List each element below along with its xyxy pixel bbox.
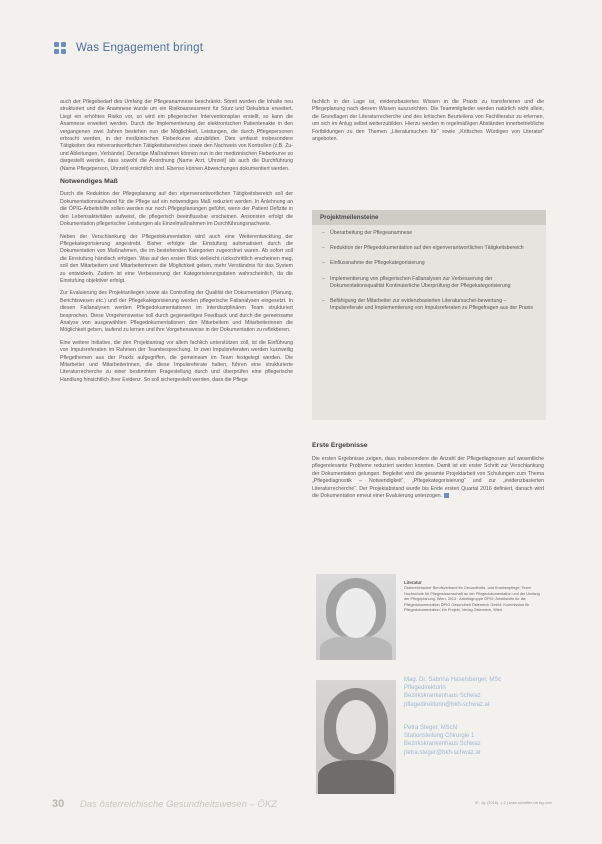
section-dots-icon	[54, 42, 66, 54]
milestones-box	[312, 210, 546, 420]
literature-box	[404, 580, 546, 613]
section-title: Was Engagement bringt	[76, 42, 204, 54]
left-column	[60, 99, 293, 389]
author-name: Mag. Dr. Sabrina Haselsberger, MSc	[404, 677, 502, 683]
page-number: 30	[52, 798, 65, 810]
author-info-2	[404, 724, 546, 757]
paragraph: Durch die Reduktion der Pflegeplanung auf den eigenverantwortlichen Tätigkeitsbereich soll der Dokumentationsaufwand für die Pflege auf ein notwendiges Maß reduziert werden. In Anlehnung an die ÖPIG-Arbeitshilfe sollen werden nur noch Pflegeplanungen geführt, wenn der Patient Defizite in den Lebensaktivitäten aufweist, die pflegerisch beeinflussbar erscheinen. Ansonsten erfolgt die Dokumentation pflegerischer Leistungen als Einzelmaßnahmen im Durchführungsnachweis.	[60, 191, 293, 228]
list-item: – Implementierung von pflegerischen Fallanalysen zur Verbesserung der Dokumentationsqualität Kontinuierliche Überprüfung der Pflegekategorisierung	[322, 276, 538, 290]
author-photo-1	[316, 574, 396, 660]
subheading: Notwendiges Maß	[60, 178, 118, 186]
author-name: Petra Steger, MScN	[404, 725, 458, 731]
right-column	[312, 99, 544, 148]
literature-text: Österreichischer Berufsverband für Gesundheits- und Krankenpflege; Team Hochschule für Pflegewissenschaft an der Pflegedokumentation und der Umfang der Pflegeplanung. Wien, 2013 · Arbeitsgruppe ÖPIG; Arbeitshilfe für die Pflegedokumentation ÖPIG Gesundheit Österreich GmbH; Kommission für Pflegedokumentation, ein Projekt, Verlag Österreich, Wien	[404, 586, 540, 613]
results-text: Die ersten Ergebnisse zeigen, dass insbesondere die Anzahl der Pflegediagnosen auf wesentliche pflegerelevante Probleme reduziert werden konnten. Damit ist ein erster Schritt zur Verschlankung der Dokumentation gelungen. Begleitet wird die gesamte Projektarbeit von Schulungen zum Thema „Pflegediagnostik – Notwendigkeit“, „Pflegekategorisierung“ und zur „evidenzbasierten Literaturrecherche“. Der Projektabstand wurde bis Ende ersten Quartal 2016 definiert, danach wird die Dokumentation erneut einer Evaluierung unterzogen.	[312, 456, 544, 500]
milestones-list	[312, 225, 546, 324]
paragraph: fachlich in der Lage ist, evidenzbasiertes Wissen in die Praxis zu transferieren und die Pflegeplanung nach diesem Wissen auszurichten. Die Teammitglieder werden natürlich nicht allein, die Grundlagen der Literaturrecherche und des kritischen Beurteilens von Fachliteratur zu erlernen, um sich im Anlug selbst weiterzubilden. Hierzu werden in regelmäßigen Abständen innerbetriebliche Fortbildungen zu den Themen „Literatursuchen für“ sowie „Kritisches Würdigen von Literatur“ angeboten.	[312, 99, 544, 143]
author-info-1	[404, 676, 546, 709]
paragraph: auch der Pflegebedarf des Umfang der Pflegeanamnese beschränkt. Somit wurden die Inhalte neu strukturiert und die Anamnese wurde um ein Risikoassessment für Sturz und Dekubitus erweitert. Liegt ein erhöhtes Risiko vor, so wird ein pflegerischer Interventionsplan erstellt, so kann die Anamnese erweitert werden. Durch die Implementierung der elektronischen Patientenakte in den vergangenen zwei Jahren bestehen nun die Möglichkeit, Leistungen, die durch Pflegepersonen erbracht werden, in der medizinischen Fieberkurve abzubilden. Dies umfasst insbesondere Tätigkeiten des mitverantwortlichen Tätigkeitsbereiches sowie den Nachweis von Kontrollen (z.B. Zu- und Ableitungen, Verbände). Derartige Maßnahmen können nun in der medizinischen Fieberkurve so dargestellt werden, dass sowohl die Anordnung (Name Arzt, Uhrzeit) als auch die Durchführung (Name Pflegeperson, Uhrzeit) ersichtlich sind. Ebenso können Abweichungen dokumentiert werden.	[60, 99, 293, 172]
author-email: petra.steger@bkh-schwaz.at	[404, 749, 481, 756]
list-item: – Reduktion der Pflegedokumentation auf den eigenverantwortlichen Tätigkeitsbereich	[322, 245, 538, 252]
page-footer	[52, 798, 552, 812]
results-text-block	[312, 456, 544, 500]
author-email: pflegedirektorin@bkh-schwaz.at	[404, 701, 490, 708]
list-item: – Überarbeitung der Pflegeanamnese	[322, 230, 538, 237]
results-heading: Erste Ergebnisse	[312, 442, 368, 449]
footer-meta: 57. Jg. (2016), 1-2 | www.schaffler-verlag.com	[474, 801, 552, 805]
paragraph: Eine weitere Initiative, die den Projektantrag vor allem fachlich unterstützen soll, ist die Einführung von Impulsreferaten im Rahmen der Teambesprechung. In zwei Impulsreferaten werden kurzweilig Pflegethemen aus der Praxis aufgegriffen, die gemeinsam im Team festgelegt werden. Die Mitarbeiter und Mitarbeiterinnen, die diese Impulsreferate halten, führen eine strukturierte Literaturrecherche zu einer bestimmten Fragestellung durch und überprüfen eine pflegerische Handlung hinsichtlich ihrer Evidenz. So soll sichergestellt werden, dass die Pflege	[60, 339, 293, 383]
paragraph: Zur Evaluierung des Projektanliegen sowie als Controlling der Qualität der Dokumentation (Planung, Berichtswesen etc.) und der Pflegekategorisierung werden pflegerische Fallanalysen eingesetzt. In diesen Fallanalysen werden Pflegedokumentationen im interdisziplinären Team strukturiert besprochen. Diese Vorgehensweise soll durch gegenseitiges Feedback und durch die gemeinsame Analyse von ausgewählten Pflegedokumentationen den Mitarbeitern und Mitarbeiterinnen die Möglichkeit geben, laufend zu lernen und ihre Vorgehensweise in der Dokumentation zu reflektieren.	[60, 290, 293, 334]
footer-title: Das österreichische Gesundheitswesen – ÖKZ	[80, 799, 277, 810]
author-photo-2	[316, 680, 396, 794]
author-role: Pflegedirektorin	[404, 685, 446, 692]
list-item: – Befähigung der Mitarbeiter zur evidenzbasierten Literatursuche/-bewertung – Impulsreferate und Implementierung von Impulsreferaten zu Pflegefragen aus der Praxis	[322, 298, 538, 312]
page-header	[54, 42, 203, 54]
author-org: Bezirkskrankenhaus Schwaz	[404, 693, 481, 700]
author-org: Bezirkskrankenhaus Schwaz	[404, 741, 481, 748]
author-role: Stationsleitung Chirurgie 1	[404, 733, 475, 740]
list-item: – Einflussnahme der Pflegekategorisierung	[322, 260, 538, 267]
end-mark-icon	[444, 493, 449, 498]
milestones-title: Projektmeilensteine	[312, 210, 546, 225]
paragraph: Neben der Verschlankung der Pflegedokumentation wird auch eine Weiterentwicklung der Pflegekategorisierung angestrebt. Bisher erfolgte die Einstufung automatisiert durch die Dokumentation von Maßnahmen, die im bestehenden Kategorien zugeordnet waren. Ab sofort soll die Einstufung händisch erfolgen. Was auf den ersten Blick vielleicht rückschrittlich erscheinen mag, soll den Mitarbeitern und Mitarbeiterinnen die Möglichkeit geben, mehr Verständnis für das System zu entwickeln. Zudem ist eine Verbesserung der Kategorisierungsdaten wahrscheinlich, da die Einstufung objektiver erfolgt.	[60, 233, 293, 284]
literature-title: Literatur	[404, 580, 422, 585]
